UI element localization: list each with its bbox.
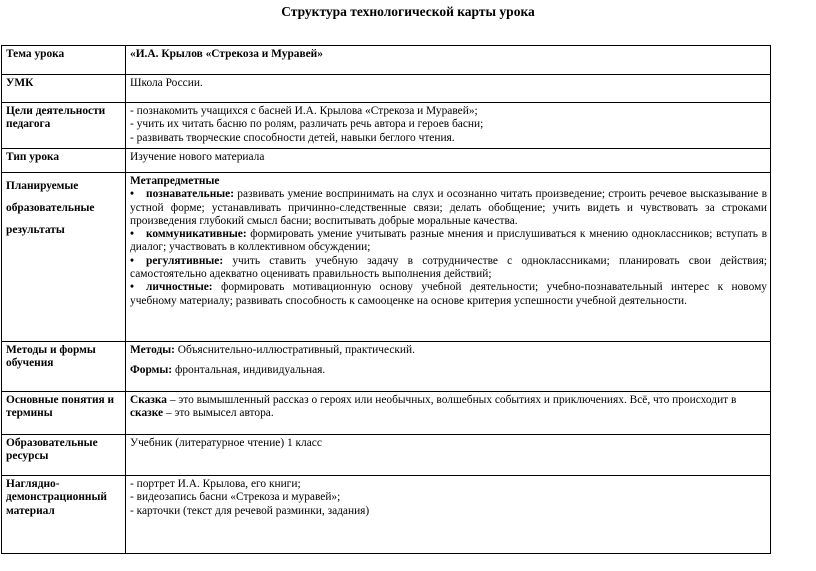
page-title: Структура технологической карты урока [281,4,535,19]
row-label-line: Планируемые [6,180,79,192]
table-row-goals [2,103,771,149]
list-item: - видеозапись басни «Стрекоза и муравей»; [130,491,341,504]
list-item [130,188,767,228]
list-item: - учить их читать басню по ролям, различать речь автора и героев басни; [130,118,484,131]
term-text: – это [166,394,194,406]
goals-value [126,103,771,149]
row-label: Основные понятия и термины [2,392,126,435]
umk-value: Школа России. [126,75,771,103]
forms-text: фронтальная, индивидуальная. [172,364,326,377]
item-text: формировать умение учитывать разные мнения и прислушиваться к мнению одноклассников; вступать в диалог; участвовать в коллективном обсуждении; [130,228,767,254]
table-row-methods [2,342,771,392]
row-label-line: образовательные [6,202,95,214]
row-label: Тема урока [2,46,126,75]
results-heading: Метапредметные [130,175,220,187]
row-label: Цели деятельности педагога [2,103,126,149]
item-text: учить ставить учебную задачу в сотрудничестве с одноклассниками; планировать свои действия; самостоятельно адекватно оценивать правильность выполнения действий; [130,254,767,281]
list-item: - портрет И.А. Крылова, его книги; [130,478,301,490]
list-item [130,255,767,282]
topic-value: «И.А. Крылов «Стрекоза и Муравей» [126,46,771,75]
item-term: регулятивные: [146,254,224,267]
row-label: Наглядно-демонстрационный материал [2,476,126,554]
lesson-type-value: Изучение нового материала [126,149,771,173]
row-label: УМК [2,75,126,103]
table-row-topic [2,46,771,75]
list-item: - развивать творческие способности детей, навыки беглого чтения. [130,131,455,144]
resources-value: Учебник (литературное чтение) 1 класс [126,435,771,476]
item-text: развивать умение воспринимать на слух и осознанно читать произведение; строить речевое высказывание в устной форме; устанавливать причинно-следственные связи; делать обобщение; учить видеть и чувствовать за строками произведения глубокий смысл басни; воспитывать добрые моральные качества. [130,188,767,227]
item-term: коммуникативные: [146,228,247,241]
list-item: - карточки (текст для речевой разминки, задания) [130,504,370,517]
table-row-results [2,173,771,342]
table-row-resources [2,435,771,476]
table-row-umk [2,75,771,103]
methods-value [126,342,771,392]
results-value [126,173,771,342]
methods-line [130,344,767,357]
item-term: личностные: [146,281,213,294]
table-row-terms [2,392,771,435]
lesson-map-table [1,45,771,554]
bullet-icon: • [130,281,134,294]
table-row-lesson-type [2,149,771,173]
item-text: формировать мотивационную основу учебной деятельности; учебно-познавательный интерес к новому учебному материалу; развивать способность к самооценке на основе критерия успешности учебной деятельности. [130,281,767,307]
row-label-line: результаты [6,224,65,236]
list-item: - познакомить учащихся с басней И.А. Крылова «Стрекоза и Муравей»; [130,105,478,117]
list-item [130,281,767,308]
term-word: Сказка [130,394,167,406]
term-text: вымышленный рассказ о героях или необычных, волшебных событиях и приключениях. Всё, что происходит в [193,394,737,406]
term-word: сказке [130,407,164,420]
row-label: Методы и формы обучения [2,342,126,392]
forms-term: Формы: [130,364,173,377]
term-text: – это [163,407,190,420]
item-term: познавательные: [146,188,235,201]
bullet-icon: • [130,188,134,201]
methods-term: Методы: [130,344,175,356]
bullet-icon: • [130,228,134,241]
row-label [2,173,126,342]
bullet-icon: • [130,254,134,267]
table-row-visual [2,476,771,554]
terms-value [126,392,771,435]
forms-line [130,364,767,377]
methods-text: Объяснительно-иллюстративный, практический. [174,344,415,356]
row-label: Тип урока [2,149,126,173]
list-item [130,228,767,255]
visual-value [126,476,771,554]
row-label: Образовательные ресурсы [2,435,126,476]
term-text: вымысел автора. [189,407,274,420]
